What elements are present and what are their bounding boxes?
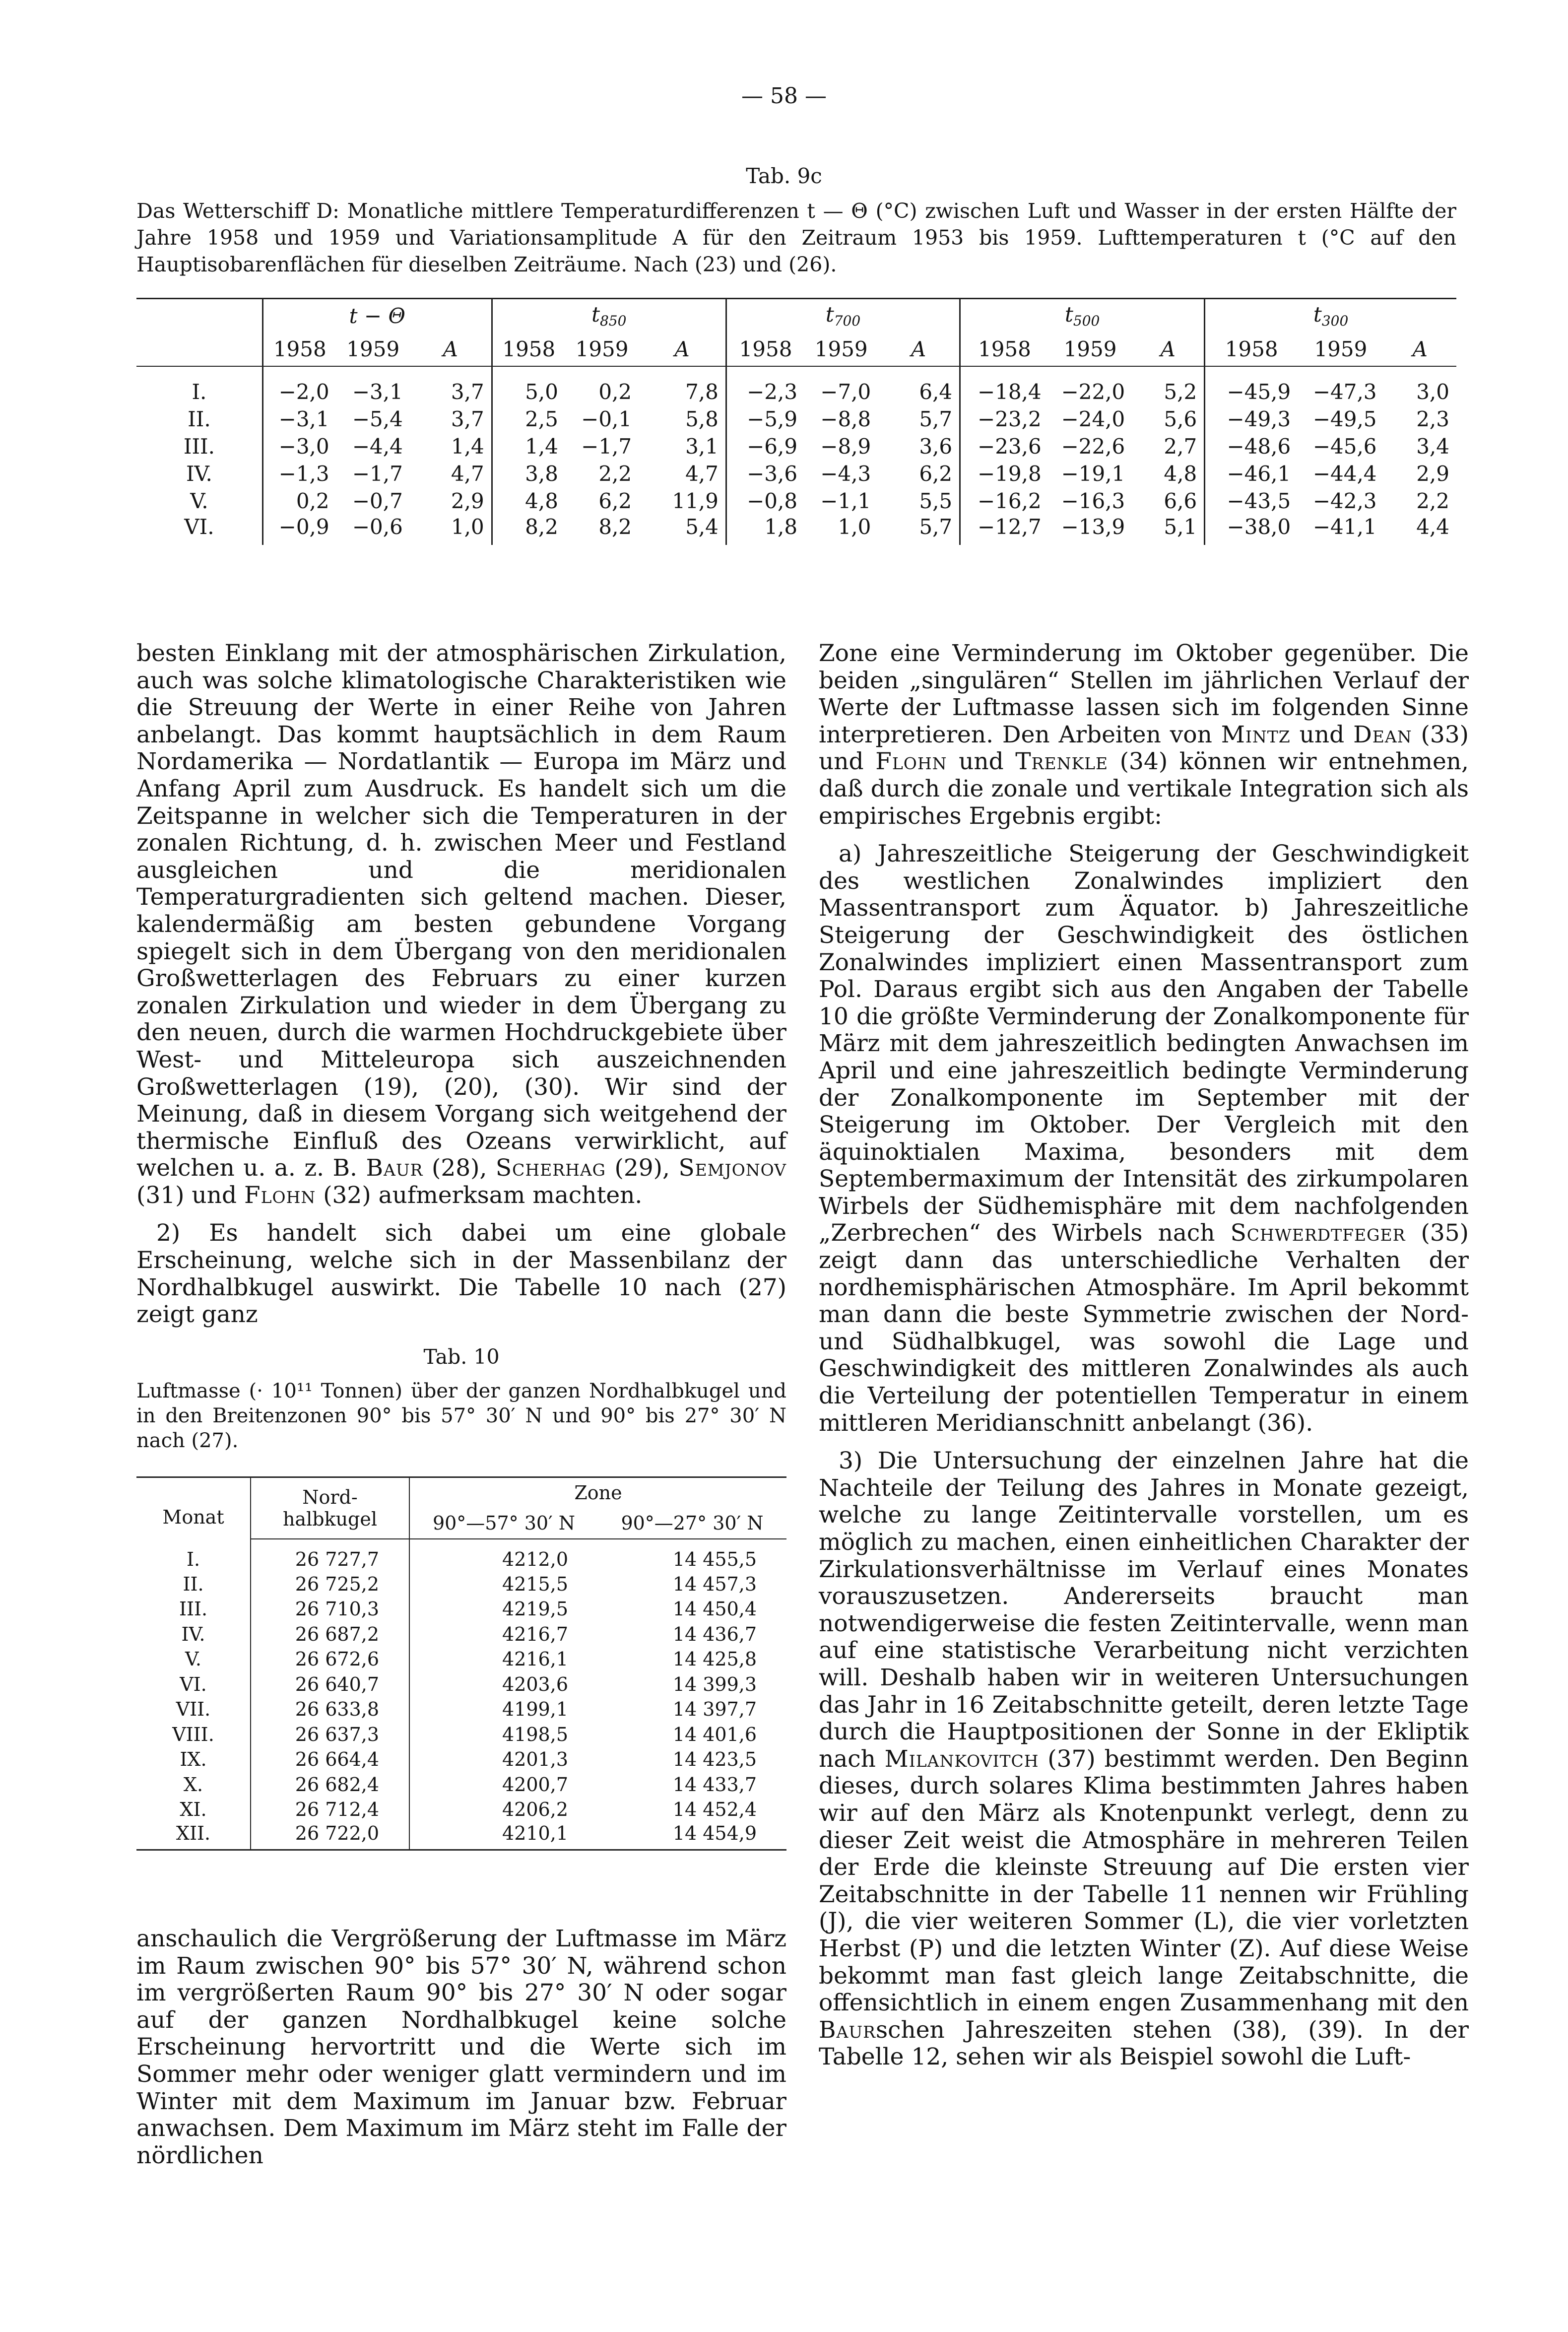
tab9c-value-cell: −2,3: [726, 366, 804, 405]
tab9c-value-cell: −44,4: [1312, 461, 1377, 486]
table-row: [136, 1822, 786, 1850]
tab9c-value-cell: 2,2: [1416, 488, 1449, 513]
tab9c-value-cell: −16,3: [1061, 488, 1125, 513]
tab9c-value-cell: −41,1: [1312, 514, 1377, 539]
tab10-cell-zone-b: 14 397,7: [672, 1698, 757, 1721]
tab10-cell-nord: 26 633,8: [251, 1697, 409, 1722]
tab10-cell-zone-b: 14 425,8: [672, 1648, 757, 1670]
tab9c-value-cell: −46,1: [1205, 460, 1298, 487]
tab9c-group-header: t − Θ: [262, 299, 492, 333]
tab9c-value-cell: −12,7: [960, 515, 1048, 545]
tab9c-year-header: A: [878, 333, 960, 366]
tab9c-value-cell: −48,6: [1205, 433, 1298, 460]
tab9c-year-header: A: [410, 333, 492, 366]
tab9c-value-cell: 4,4: [1416, 514, 1449, 539]
tab9c-value-cell: 2,2: [598, 461, 632, 486]
tab9c-year-header-row: [136, 333, 1456, 366]
tab9c-value-cell: 6,4: [919, 380, 953, 404]
tab9c-value-cell: 2,3: [1416, 406, 1449, 431]
tab10-cell-nord: 26 712,4: [251, 1797, 409, 1822]
tab9c-value-cell: 2,5: [492, 405, 565, 433]
tab9c-value-cell: 3,7: [451, 406, 484, 431]
tab9c-value-cell: 11,9: [672, 488, 719, 513]
tab10-cell-month: V.: [185, 1648, 201, 1670]
tab10-cell-month: VIII.: [172, 1723, 214, 1745]
paragraph: Zone eine Verminderung im Oktober gegenüber. Die beiden „singulären“ Stellen im jährlichen Verlauf der Werte der Luftmasse lassen sich im folgenden Sinne interpretieren. Den Arbeiten von Mintz und Dean (33) und Flohn und Trenkle (34) können wir entnehmen, daß durch die zonale und vertikale Integration sich als empirisches Ergebnis ergibt:: [819, 640, 1469, 830]
tab10-cell-nord: 26 637,3: [251, 1722, 409, 1747]
paragraph: 2) Es handelt sich dabei um eine globale Erscheinung, welche sich in der Massenbilanz der Nordhalbkugel auswirkt. Die Tabelle 10 nach (27) zeigt ganz: [136, 1219, 786, 1329]
table-row: [136, 1697, 786, 1722]
tab9c-value-cell: 6,6: [1164, 488, 1197, 513]
tab10-cell-month: VI.: [180, 1673, 207, 1695]
tab10-header-nord: Nord-: [251, 1477, 409, 1508]
tab9c-value-cell: −38,0: [1205, 515, 1298, 545]
table-row: [136, 487, 1456, 515]
tab10-cell-nord: 26 672,6: [251, 1647, 409, 1672]
tab10-cell-zone-b: 14 401,6: [672, 1723, 757, 1745]
tab9c-value-cell: −4,3: [820, 461, 871, 486]
tab9c-year-header: A: [1132, 333, 1204, 366]
tab9c-value-cell: −1,1: [820, 488, 871, 513]
tab10-cell-nord: 26 727,7: [251, 1539, 409, 1572]
tab9c-value-cell: 5,4: [685, 514, 719, 539]
tab10-cell-zone-a: 4200,7: [409, 1772, 598, 1798]
table-row: [136, 1672, 786, 1697]
tab9c-value-cell: −1,3: [262, 460, 336, 487]
table-row: [136, 1772, 786, 1798]
tab9c-value-cell: 5,2: [1164, 380, 1197, 404]
tab10-cell-zone-a: 4216,1: [409, 1647, 598, 1672]
tab9c-value-cell: −5,9: [726, 405, 804, 433]
tab9c-title: Tab. 9c: [746, 164, 822, 188]
right-column: [819, 640, 1469, 2071]
tab10-cell-nord: 26 682,4: [251, 1772, 409, 1798]
tab9c-value-cell: −0,6: [352, 514, 403, 539]
table-row: [136, 405, 1456, 433]
tab9c-value-cell: 4,8: [1164, 461, 1197, 486]
page-number: — 58 —: [741, 83, 827, 109]
tab9c-value-cell: 5,1: [1164, 514, 1197, 539]
tab9c-year-header: 1958: [960, 333, 1048, 366]
paragraph: anschaulich die Vergrößerung der Luftmasse im März im Raum zwischen 90° bis 57° 30′ N, während schon im vergrößerten Raum 90° bis 27° 30′ N oder sogar auf der ganzen Nordhalbkugel keine solche Erscheinung hervortritt und die Werte sich im Sommer mehr oder weniger glatt vermindern und im Winter mit dem Maximum im Januar bzw. Februar anwachsen. Dem Maximum im März steht im Falle der nördlichen: [136, 1925, 786, 2169]
tab9c-value-cell: 2,7: [1164, 434, 1197, 459]
tab10-cell-zone-b: 14 423,5: [672, 1748, 757, 1771]
tab9c-value-cell: 5,5: [919, 488, 953, 513]
tab9c-value-cell: 1,8: [726, 515, 804, 545]
table-row: [136, 433, 1456, 460]
tab9c-month-cell: II.: [188, 406, 211, 431]
tab9c-value-cell: −45,9: [1205, 366, 1298, 405]
tab9c-value-cell: 5,0: [492, 366, 565, 405]
tab9c-caption: Das Wetterschiff D: Monatliche mittlere Temperaturdifferenzen t — Θ (°C) zwischen Luft und Wasser in der ersten Hälfte der Jahre 1958 und 1959 und Variationsamplitude A für den Zeitraum 1953 bis 1959. Lufttemperaturen t (°C auf den Hauptisobarenflächen für dieselben Zeiträume. Nach (23) und (26).: [136, 199, 1456, 276]
tab9c-value-cell: −4,4: [352, 434, 403, 459]
tab10-cell-zone-b: 14 452,4: [672, 1799, 757, 1821]
tab9c-value-cell: 7,8: [685, 380, 719, 404]
tab9c-group-header: $t_{500}$: [960, 299, 1205, 333]
tab9c-year-header: 1958: [492, 333, 565, 366]
tab9c-value-cell: −6,9: [726, 433, 804, 460]
tab9c-table-wrap: [136, 298, 1456, 545]
tab9c-value-cell: 8,2: [492, 515, 565, 545]
tab9c-value-cell: −0,7: [352, 488, 403, 513]
tab9c-month-cell: V.: [190, 488, 208, 513]
tab9c-value-cell: 5,7: [919, 406, 953, 431]
tab9c-month-cell: III.: [183, 434, 215, 459]
tab9c-value-cell: 1,0: [451, 514, 484, 539]
tab9c-value-cell: 8,2: [598, 514, 632, 539]
tab10-cell-nord: 26 664,4: [251, 1747, 409, 1772]
tab9c-value-cell: −18,4: [960, 366, 1048, 405]
tab9c-value-cell: −0,9: [262, 515, 336, 545]
tab9c-year-header: 1958: [1205, 333, 1298, 366]
tab10-cell-zone-a: 4219,5: [409, 1597, 598, 1622]
tab9c-value-cell: −49,5: [1312, 406, 1377, 431]
tab9c-year-header: 1959: [565, 333, 639, 366]
tab9c-year-header: A: [1384, 333, 1456, 366]
tab9c-year-header: 1959: [1298, 333, 1383, 366]
tab10-cell-nord: 26 725,2: [251, 1572, 409, 1597]
tab10-cell-nord: 26 710,3: [251, 1597, 409, 1622]
paragraph: besten Einklang mit der atmosphärischen Zirkulation, auch was solche klimatologische Charakteristiken wie die Streuung der Werte in einer Reihe von Jahren anbelangt. Das kommt hauptsächlich in dem Raum Nordamerika — Nordatlantik — Europa im März und Anfang April zum Ausdruck. Es handelt sich um die Zeitspanne in welcher sich die Temperaturen in der zonalen Richtung, d. h. zwischen Meer und Festland ausgleichen und die meridionalen Temperaturgradienten sich geltend machen. Dieser, kalendermäßig am besten gebundene Vorgang spiegelt sich in dem Übergang von den meridionalen Großwetterlagen des Februars zu einer kurzen zonalen Zirkulation und wieder in dem Übergang zu den neuen, durch die warmen Hochdruckgebiete über West- und Mitteleuropa sich auszeichnenden Großwetterlagen (19), (20), (30). Wir sind der Meinung, daß in diesem Vorgang sich weitgehend der thermische Einfluß des Ozeans verwirklicht, auf welchen u. a. z. B. Baur (28), Scherhag (29), Semjonov (31) und Flohn (32) aufmerksam machten.: [136, 640, 786, 1209]
tab9c-value-cell: 1,4: [451, 434, 484, 459]
tab9c-value-cell: 1,4: [492, 433, 565, 460]
table-row: [136, 515, 1456, 545]
tab10-header-zone: Zone: [409, 1477, 786, 1508]
tab10-header-monat: Monat: [136, 1477, 251, 1539]
tab10-cell-zone-a: 4206,2: [409, 1797, 598, 1822]
tab9c-value-cell: −2,0: [262, 366, 336, 405]
tab10-cell-zone-b: 14 457,3: [672, 1573, 757, 1595]
tab9c-year-header: 1958: [262, 333, 336, 366]
tab9c-value-cell: 3,8: [492, 460, 565, 487]
tab9c-value-cell: −5,4: [352, 406, 403, 431]
tab10-cell-zone-a: 4215,5: [409, 1572, 598, 1597]
tab9c-value-cell: 0,2: [262, 487, 336, 515]
tab9c-value-cell: −49,3: [1205, 405, 1298, 433]
tab9c-value-cell: −1,7: [352, 461, 403, 486]
tab10-cell-zone-b: 14 399,3: [672, 1673, 757, 1695]
tab9c-value-cell: 6,2: [598, 488, 632, 513]
tab9c-value-cell: −3,1: [262, 405, 336, 433]
tab9c-value-cell: −23,2: [960, 405, 1048, 433]
tab10-cell-month: XI.: [180, 1799, 207, 1821]
table-row: [136, 1797, 786, 1822]
tab9c-value-cell: −22,6: [1061, 434, 1125, 459]
tab10-cell-zone-b: 14 436,7: [672, 1623, 757, 1645]
tab10-title: Tab. 10: [423, 1345, 500, 1369]
tab9c-corner: [136, 299, 262, 333]
tab10-table-wrap: [136, 1476, 786, 1851]
tab10-cell-zone-a: 4199,1: [409, 1697, 598, 1722]
tab10-header-zone-a: 90°—57° 30′ N: [409, 1508, 598, 1539]
tab9c-value-cell: 5,6: [1164, 406, 1197, 431]
tab10-cell-zone-a: 4201,3: [409, 1747, 598, 1772]
tab10-cell-month: IV.: [181, 1623, 205, 1645]
tab9c-value-cell: −47,3: [1312, 380, 1377, 404]
tab9c-value-cell: −8,9: [820, 434, 871, 459]
tab10-cell-zone-a: 4203,6: [409, 1672, 598, 1697]
table-row: [136, 460, 1456, 487]
tab9c-value-cell: −22,0: [1061, 380, 1125, 404]
tab9c-year-header: 1959: [1048, 333, 1132, 366]
tab10-caption: Luftmasse (· 10¹¹ Tonnen) über der ganzen Nordhalbkugel und in den Breitenzonen 90° bis 57° 30′ N und 90° bis 27° 30′ N nach (27).: [136, 1380, 786, 1452]
table-row: [136, 1647, 786, 1672]
tab9c-value-cell: 5,7: [919, 514, 953, 539]
table-row: [136, 1597, 786, 1622]
tab9c-year-header: 1959: [336, 333, 410, 366]
tab9c-month-cell: VI.: [184, 514, 214, 539]
tab9c-value-cell: 3,1: [685, 434, 719, 459]
tab9c-month-cell: IV.: [186, 461, 212, 486]
tab9c-value-cell: −3,1: [352, 380, 403, 404]
tab9c-value-cell: −13,9: [1061, 514, 1125, 539]
tab9c-value-cell: 4,7: [451, 461, 484, 486]
tab9c-value-cell: 4,7: [685, 461, 719, 486]
tab10-body: [136, 1539, 786, 1850]
tab9c-value-cell: 3,7: [451, 380, 484, 404]
tab9c-value-cell: −45,6: [1312, 434, 1377, 459]
tab9c-value-cell: −8,8: [820, 406, 871, 431]
tab9c-value-cell: −1,7: [581, 434, 632, 459]
tab9c-value-cell: −42,3: [1312, 488, 1377, 513]
tab9c-value-cell: 6,2: [919, 461, 953, 486]
tab9c-value-cell: 3,0: [1416, 380, 1449, 404]
tab10-cell-nord: 26 687,2: [251, 1622, 409, 1647]
tab10-cell-month: III.: [179, 1598, 208, 1620]
tab10-cell-zone-b: 14 454,9: [598, 1822, 786, 1850]
tab9c-value-cell: 2,9: [1416, 461, 1449, 486]
tab9c-group-header: $t_{300}$: [1205, 299, 1456, 333]
tab10-cell-nord: 26 640,7: [251, 1672, 409, 1697]
tab9c-value-cell: −0,1: [581, 406, 632, 431]
tab10-cell-zone-b: 14 433,7: [672, 1773, 757, 1796]
table-row: [136, 1722, 786, 1747]
tab9c-value-cell: 4,8: [492, 487, 565, 515]
tab10-cell-month: X.: [183, 1773, 203, 1796]
tab9c-value-cell: −3,0: [262, 433, 336, 460]
tab9c-year-header: 1959: [804, 333, 878, 366]
tab10-cell-month: XII.: [136, 1822, 251, 1850]
tab9c-year-header: A: [639, 333, 726, 366]
tab10-cell-month: I.: [186, 1548, 200, 1570]
tab10-cell-zone-b: 14 450,4: [672, 1598, 757, 1620]
tab9c-value-cell: −24,0: [1061, 406, 1125, 431]
tab9c-value-cell: 5,8: [685, 406, 719, 431]
tab9c-value-cell: −43,5: [1205, 487, 1298, 515]
table-row: [136, 1622, 786, 1647]
tab9c-year-header: 1958: [726, 333, 804, 366]
tab9c-value-cell: 2,9: [451, 488, 484, 513]
tab10-cell-month: IX.: [180, 1748, 207, 1771]
paragraph: 3) Die Untersuchung der einzelnen Jahre hat die Nachteile der Teilung des Jahres in Monate gezeigt, welche zu lange Zeitintervalle vorstellen, um es möglich zu machen, einen einheitlichen Charakter der Zirkulationsverhältnisse im Verlauf eines Monates vorauszusetzen. Andererseits braucht man notwendigerweise die festen Zeitintervalle, wenn man auf eine statistische Verarbeitung nicht verzichten will. Deshalb haben wir in weiteren Untersuchungen das Jahr in 16 Zeitabschnitte geteilt, deren letzte Tage durch die Hauptpositionen der Sonne in der Ekliptik nach Milankovitch (37) bestimmt werden. Den Beginn dieses, durch solares Klima bestimmten Jahres haben wir auf den März als Knotenpunkt verlegt, denn zu dieser Zeit weist die Atmosphäre in mehreren Teilen der Erde die kleinste Streuung auf Die ersten vier Zeitabschnitte in der Tabelle 11 nennen wir Frühling (J), die vier weiteren Sommer (L), die vier vorletzten Herbst (P) und die letzten Winter (Z). Auf diese Weise bekommt man fast gleich lange Zeitabschnitte, die offensichtlich in einem engen Zusammenhang mit den Baurschen Jahreszeiten stehen (38), (39). In der Tabelle 12, sehen wir als Beispiel sowohl die Luft-: [819, 1447, 1469, 2071]
table-row: [136, 1572, 786, 1597]
table-row: [136, 1747, 786, 1772]
tab9c-group-header: $t_{850}$: [492, 299, 726, 333]
tab9c-value-cell: 0,2: [598, 380, 632, 404]
tab10-cell-zone-a: 4210,1: [409, 1822, 598, 1850]
tab9c-value-cell: −16,2: [960, 487, 1048, 515]
left-column-bottom: [136, 1926, 786, 2169]
tab10-cell-zone-b: 14 455,5: [672, 1548, 757, 1570]
tab10-cell-zone-a: 4198,5: [409, 1722, 598, 1747]
tab9c-body: [136, 366, 1456, 545]
tab9c-year-corner: [136, 333, 262, 366]
paragraph: a) Jahreszeitliche Steigerung der Geschwindigkeit des westlichen Zonalwindes impliziert den Massentransport zum Äquator. b) Jahreszeitliche Steigerung der Geschwindigkeit des östlichen Zonalwindes impliziert einen Massentransport zum Pol. Daraus ergibt sich aus den Angaben der Tabelle 10 die größte Verminderung der Zonalkomponente für März mit dem jahreszeitlich bedingten Anwachsen im April und eine jahreszeitlich bedingte Verminderung der Zonalkomponente im September mit der Steigerung im Oktober. Der Vergleich mit den äquinoktialen Maxima, besonders mit dem Septembermaximum der Intensität des zirkumpolaren Wirbels der Südhemisphäre mit dem nachfolgenden „Zerbrechen“ des Wirbels nach Schwerdtfeger (35) zeigt dann das unterschiedliche Verhalten der nordhemisphärischen Atmosphäre. Im April bekommt man dann die beste Symmetrie zwischen der Nord- und Südhalbkugel, was sowohl die Lage und Geschwindigkeit des mittleren Zonalwindes als auch die Verteilung der potentiellen Temperatur in einem mittleren Meridianschnitt anbelangt (36).: [819, 840, 1469, 1437]
tab10-cell-nord: 26 722,0: [251, 1822, 409, 1850]
tab10-table: [136, 1476, 786, 1851]
table-row: [136, 366, 1456, 405]
tab9c-value-cell: 1,0: [838, 514, 871, 539]
tab10-cell-zone-a: 4212,0: [409, 1539, 598, 1572]
tab9c-value-cell: −19,8: [960, 460, 1048, 487]
tab9c-value-cell: −23,6: [960, 433, 1048, 460]
left-column-top: [136, 640, 786, 1329]
tab9c-value-cell: −3,6: [726, 460, 804, 487]
tab10-cell-month: VII.: [176, 1698, 211, 1721]
tab9c-value-cell: −19,1: [1061, 461, 1125, 486]
tab9c-month-cell: I.: [192, 380, 207, 404]
tab9c-value-cell: −0,8: [726, 487, 804, 515]
tab9c-value-cell: 3,4: [1416, 434, 1449, 459]
tab10-header-nord-2: halbkugel: [251, 1508, 409, 1539]
tab10-cell-zone-a: 4216,7: [409, 1622, 598, 1647]
tab10-header-zone-b: 90°—27° 30′ N: [598, 1508, 786, 1539]
tab10-cell-month: II.: [183, 1573, 204, 1595]
tab9c-value-cell: −7,0: [820, 380, 871, 404]
tab9c-table: [136, 298, 1456, 545]
tab9c-group-header: $t_{700}$: [726, 299, 960, 333]
table-row: [136, 1539, 786, 1572]
tab9c-value-cell: 3,6: [919, 434, 953, 459]
